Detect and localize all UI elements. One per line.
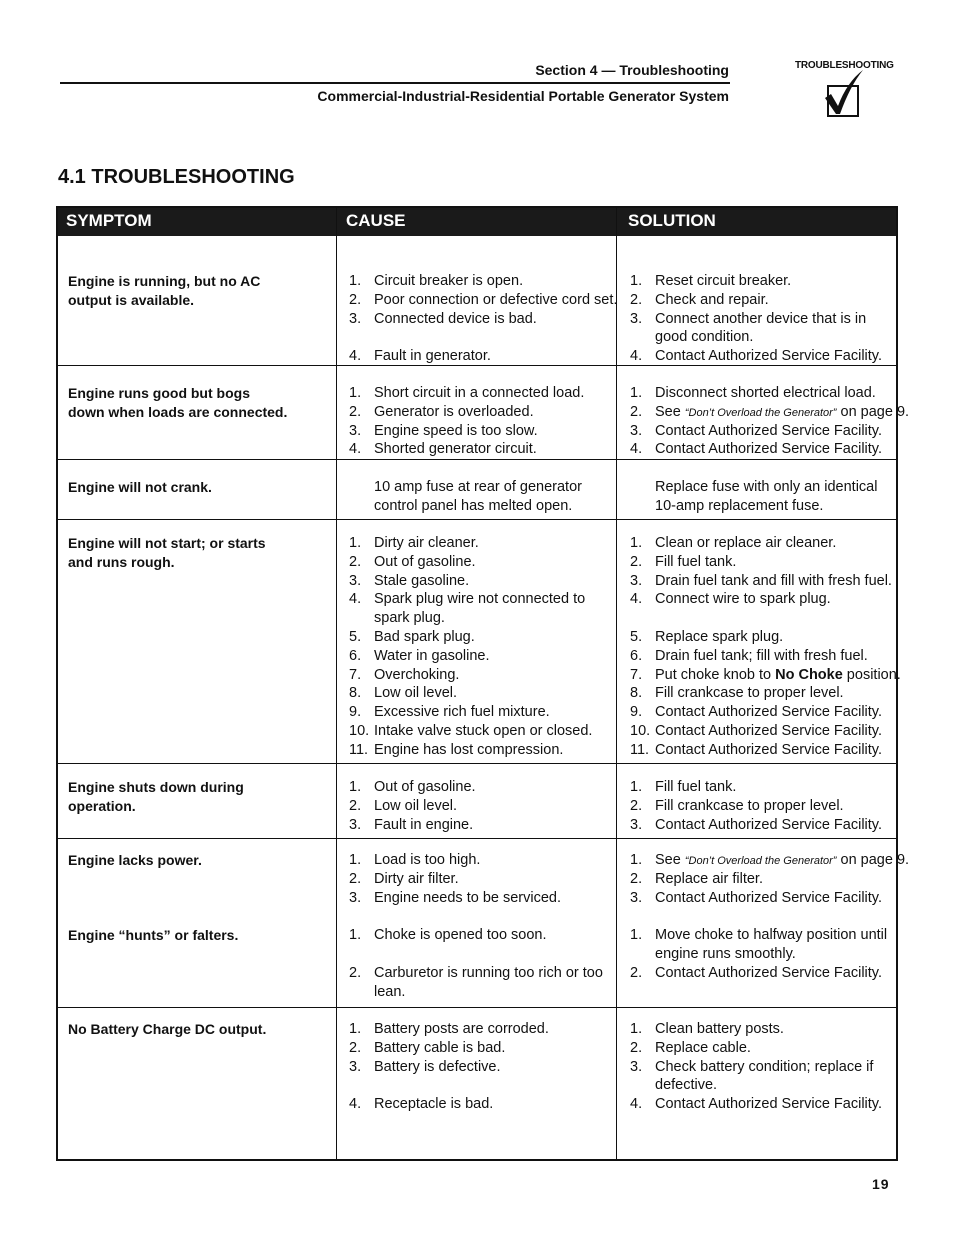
item-text: Contact Authorized Service Facility. bbox=[655, 816, 882, 833]
item-text bbox=[655, 403, 909, 423]
symptom-text: Engine is running, but no AC bbox=[68, 273, 261, 289]
item-number: 11. bbox=[349, 741, 369, 758]
item-text: Out of gasoline. bbox=[374, 779, 476, 795]
item-number: 4. bbox=[349, 1096, 362, 1113]
item-text: Drain fuel tank; fill with fresh fuel. bbox=[655, 647, 868, 664]
header-symptom: SYMPTOM bbox=[66, 211, 152, 230]
item-number: 1. bbox=[349, 535, 362, 551]
item-text: Connect another device that is in bbox=[655, 310, 867, 327]
symptom-text: down when loads are connected. bbox=[68, 403, 288, 420]
item-number: 1. bbox=[349, 273, 362, 289]
item-text: Low oil level. bbox=[374, 685, 458, 702]
item-number: 7. bbox=[630, 666, 643, 683]
item-number: 1. bbox=[349, 385, 362, 401]
item-number: 1. bbox=[349, 852, 362, 868]
item-number: 3. bbox=[630, 889, 643, 906]
item-text: engine runs smoothly. bbox=[655, 946, 796, 962]
row-divider bbox=[58, 763, 896, 764]
item-text: Engine speed is too slow. bbox=[374, 422, 538, 439]
item-number: 7. bbox=[349, 666, 362, 683]
item-text: spark plug. bbox=[374, 610, 445, 627]
item-number: 2. bbox=[349, 403, 362, 420]
item-text: Receptacle is bad. bbox=[374, 1096, 494, 1113]
item-number: 1. bbox=[630, 385, 643, 401]
item-number: 4. bbox=[630, 441, 643, 458]
item-text: Engine needs to be serviced. bbox=[374, 889, 562, 906]
item-number: 2. bbox=[630, 1039, 643, 1056]
item-text: Bad spark plug. bbox=[374, 629, 475, 645]
troubleshooting-table bbox=[56, 206, 910, 1161]
item-number: 1. bbox=[630, 779, 643, 795]
item-number: 1. bbox=[630, 535, 643, 551]
cross-reference: “Don’t Overload the Generator” bbox=[684, 855, 837, 867]
item-text: Fill fuel tank. bbox=[655, 553, 737, 570]
item-number: 10. bbox=[630, 723, 651, 739]
text-post: position. bbox=[842, 666, 901, 683]
column-divider bbox=[336, 208, 337, 1159]
item-text: Contact Authorized Service Facility. bbox=[655, 441, 882, 458]
item-number: 5. bbox=[349, 629, 362, 645]
item-text: Fill crankcase to proper level. bbox=[655, 797, 844, 814]
item-text: Contact Authorized Service Facility. bbox=[655, 964, 882, 981]
item-text: Connect wire to spark plug. bbox=[655, 591, 831, 608]
item-text bbox=[655, 851, 909, 871]
item-number: 2. bbox=[630, 291, 643, 308]
item-number: 4. bbox=[349, 441, 362, 458]
item-text: Reset circuit breaker. bbox=[655, 273, 792, 289]
item-text: Check and repair. bbox=[655, 291, 769, 308]
item-text: Overchoking. bbox=[374, 666, 460, 683]
item-number: 1. bbox=[630, 273, 643, 289]
badge-label: TROUBLESHOOTING bbox=[795, 60, 894, 71]
item-number: 2. bbox=[349, 964, 362, 981]
item-text: Replace fuse with only an identical bbox=[655, 479, 878, 495]
item-number: 3. bbox=[630, 422, 643, 439]
text-post: on page 9. bbox=[836, 852, 910, 868]
item-text: Battery cable is bad. bbox=[374, 1039, 506, 1056]
item-number: 3. bbox=[349, 816, 362, 833]
cross-reference: “Don’t Overload the Generator” bbox=[684, 406, 837, 419]
item-text: Circuit breaker is open. bbox=[374, 273, 524, 289]
item-number: 3. bbox=[349, 572, 362, 589]
item-text: Out of gasoline. bbox=[374, 553, 476, 570]
item-number: 1. bbox=[630, 1021, 643, 1037]
item-text: Generator is overloaded. bbox=[374, 403, 534, 420]
item-text: Contact Authorized Service Facility. bbox=[655, 422, 882, 439]
item-text: Contact Authorized Service Facility. bbox=[655, 348, 882, 365]
item-text: Connected device is bad. bbox=[374, 310, 537, 327]
symptom-text: No Battery Charge DC output. bbox=[68, 1021, 267, 1037]
item-text: 10 amp fuse at rear of generator bbox=[374, 479, 582, 495]
emphasis: No Choke bbox=[775, 666, 843, 683]
item-number: 5. bbox=[630, 629, 643, 645]
item-number: 2. bbox=[349, 797, 362, 814]
item-text: good condition. bbox=[655, 329, 754, 346]
item-number: 1. bbox=[349, 1021, 362, 1037]
item-text: control panel has melted open. bbox=[374, 497, 573, 514]
item-number: 4. bbox=[630, 591, 643, 608]
item-number: 2. bbox=[630, 964, 643, 981]
row-divider bbox=[58, 365, 896, 366]
item-number: 2. bbox=[630, 797, 643, 814]
item-text: lean. bbox=[374, 983, 406, 1000]
item-text: Contact Authorized Service Facility. bbox=[655, 723, 882, 739]
header-rule bbox=[60, 82, 730, 84]
item-text: Stale gasoline. bbox=[374, 572, 470, 589]
item-number: 2. bbox=[630, 553, 643, 570]
item-text: Battery is defective. bbox=[374, 1058, 501, 1075]
item-text: Short circuit in a connected load. bbox=[374, 385, 585, 401]
item-number: 2. bbox=[630, 403, 643, 420]
item-number: 3. bbox=[349, 422, 362, 439]
item-text: Low oil level. bbox=[374, 797, 458, 814]
item-text: Clean battery posts. bbox=[655, 1021, 784, 1037]
item-text: Load is too high. bbox=[374, 852, 481, 868]
section-label: Section 4 — Troubleshooting bbox=[535, 62, 729, 78]
symptom-text: Engine will not start; or starts bbox=[68, 535, 266, 551]
item-text: Engine has lost compression. bbox=[374, 741, 564, 758]
item-number: 4. bbox=[349, 591, 362, 608]
product-title: Commercial-Industrial-Residential Portable Generator System bbox=[317, 88, 729, 104]
item-text: Shorted generator circuit. bbox=[374, 441, 537, 458]
item-number: 4. bbox=[630, 348, 643, 365]
text-pre: See bbox=[655, 403, 685, 420]
item-number: 2. bbox=[349, 1039, 362, 1056]
item-number: 3. bbox=[630, 1058, 643, 1075]
header-solution: SOLUTION bbox=[628, 211, 716, 230]
item-number: 3. bbox=[630, 572, 643, 589]
item-number: 1. bbox=[349, 927, 362, 944]
item-number: 6. bbox=[349, 647, 362, 664]
page-title: 4.1 TROUBLESHOOTING bbox=[58, 166, 295, 188]
item-text: Replace air filter. bbox=[655, 870, 763, 887]
item-number: 6. bbox=[630, 647, 643, 664]
item-text: Dirty air cleaner. bbox=[374, 535, 479, 551]
symptom-text: output is available. bbox=[68, 291, 195, 308]
item-text: Contact Authorized Service Facility. bbox=[655, 704, 882, 721]
item-text: 10-amp replacement fuse. bbox=[655, 497, 824, 514]
item-text: Carburetor is running too rich or too bbox=[374, 964, 603, 981]
header-cause: CAUSE bbox=[346, 211, 406, 230]
item-text: Disconnect shorted electrical load. bbox=[655, 385, 876, 401]
item-text: Battery posts are corroded. bbox=[374, 1021, 549, 1037]
text-pre: See bbox=[655, 852, 685, 868]
item-text: Choke is opened too soon. bbox=[374, 927, 547, 944]
checkmark-icon bbox=[823, 68, 865, 116]
item-text: Fault in engine. bbox=[374, 816, 474, 833]
item-number: 9. bbox=[630, 704, 643, 721]
troubleshooting-badge bbox=[795, 60, 900, 122]
symptom-text: and runs rough. bbox=[68, 553, 175, 570]
item-text: Dirty air filter. bbox=[374, 870, 459, 887]
item-number: 3. bbox=[630, 816, 643, 833]
table-header bbox=[58, 208, 896, 236]
item-number: 2. bbox=[349, 870, 362, 887]
item-number: 10. bbox=[349, 723, 370, 739]
item-text: Water in gasoline. bbox=[374, 647, 490, 664]
item-number: 8. bbox=[630, 685, 643, 702]
item-text: Fill fuel tank. bbox=[655, 779, 737, 795]
item-number: 3. bbox=[349, 889, 362, 906]
item-text: Fault in generator. bbox=[374, 348, 491, 365]
item-text: Replace spark plug. bbox=[655, 629, 784, 645]
item-number: 3. bbox=[630, 310, 643, 327]
item-number: 9. bbox=[349, 704, 362, 721]
item-text: defective. bbox=[655, 1077, 718, 1094]
item-text: Replace cable. bbox=[655, 1039, 751, 1056]
item-number: 8. bbox=[349, 685, 362, 702]
item-text: Fill crankcase to proper level. bbox=[655, 685, 844, 702]
item-text: Spark plug wire not connected to bbox=[374, 591, 586, 608]
text-post: on page 9. bbox=[836, 403, 910, 420]
item-number: 3. bbox=[349, 310, 362, 327]
item-number: 2. bbox=[349, 553, 362, 570]
item-text: Poor connection or defective cord set. bbox=[374, 291, 618, 308]
row-divider bbox=[58, 1007, 896, 1008]
row-divider bbox=[58, 459, 896, 460]
item-number: 4. bbox=[349, 348, 362, 365]
item-text bbox=[655, 666, 901, 685]
item-number: 2. bbox=[349, 291, 362, 308]
symptom-text: Engine lacks power. bbox=[68, 852, 202, 868]
item-number: 3. bbox=[349, 1058, 362, 1075]
item-text: Intake valve stuck open or closed. bbox=[374, 723, 593, 739]
item-number: 1. bbox=[349, 779, 362, 795]
item-number: 1. bbox=[630, 927, 643, 944]
symptom-text: Engine runs good but bogs bbox=[68, 385, 250, 401]
row-divider bbox=[58, 838, 896, 839]
item-number: 4. bbox=[630, 1096, 643, 1113]
row-divider bbox=[58, 519, 896, 520]
item-text: Move choke to halfway position until bbox=[655, 927, 888, 944]
item-number: 2. bbox=[630, 870, 643, 887]
item-number: 11. bbox=[630, 741, 650, 758]
symptom-text: Engine will not crank. bbox=[68, 479, 212, 495]
item-text: Contact Authorized Service Facility. bbox=[655, 889, 882, 906]
item-text: Contact Authorized Service Facility. bbox=[655, 1096, 882, 1113]
page-number: 19 bbox=[872, 1176, 890, 1192]
symptom-text: Engine “hunts” or falters. bbox=[68, 927, 239, 944]
item-text: Contact Authorized Service Facility. bbox=[655, 741, 882, 758]
item-text: Check battery condition; replace if bbox=[655, 1058, 874, 1075]
item-text: Clean or replace air cleaner. bbox=[655, 535, 837, 551]
item-number: 1. bbox=[630, 852, 643, 868]
text-pre: Put choke knob to bbox=[655, 666, 776, 683]
symptom-text: Engine shuts down during bbox=[68, 779, 244, 795]
column-divider bbox=[616, 208, 617, 1159]
symptom-text: operation. bbox=[68, 797, 136, 814]
item-text: Excessive rich fuel mixture. bbox=[374, 704, 550, 721]
item-text: Drain fuel tank and fill with fresh fuel. bbox=[655, 572, 892, 589]
